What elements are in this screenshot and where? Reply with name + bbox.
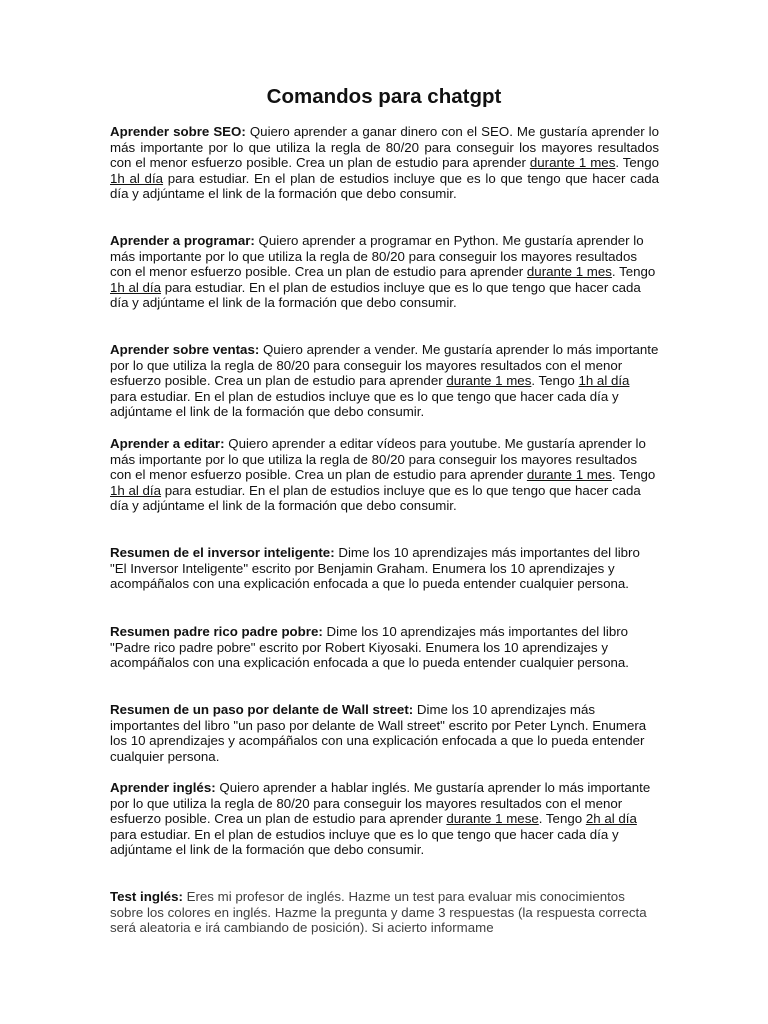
hours-text: 1h al día bbox=[110, 482, 162, 498]
prompt-inversor: Resumen de el inversor inteligente: Dime los 10 aprendizajes más importantes del libro "El Inversor Inteligente" escrito por Benjamin Graham. Enumera los 10 aprendizajes y acompáñalos con una explicación enfocada a que lo pueda entender cualquier persona. bbox=[110, 545, 640, 592]
prompt-heading: Aprender a programar: bbox=[110, 233, 255, 248]
prompt-programar: Aprender a programar: Quiero aprender a programar en Python. Me gustaría aprender lo más importante por lo que utiliza la regla de 80/20 para conseguir los mayores resultados con el menor esfuerzo posible. Crea un plan de estudio para aprender durante 1 mes. Tengo 1h al día para estudiar. En el plan de estudios incluye que es lo que tengo que hacer cada día y adjúntame el link de la formación que debo consumir. bbox=[110, 233, 656, 311]
hours-text: 1h al día bbox=[110, 279, 162, 295]
prompt-heading: Aprender sobre SEO: bbox=[110, 124, 246, 139]
prompt-seo: Aprender sobre SEO: Quiero aprender a ganar dinero con el SEO. Me gustaría aprender lo más importante por lo que utiliza la regla de 80/20 para conseguir los mayores resultados con el menor esfuerzo posible. Crea un plan de estudio para aprender durante 1 mes. Tengo 1h al día para estudiar. En el plan de estudios incluye que es lo que tengo que hacer cada día y adjúntame el link de la formación que debo consumir. bbox=[110, 124, 660, 202]
duration-text: durante 1 mes bbox=[526, 467, 612, 483]
duration-text: durante 1 mes bbox=[529, 155, 616, 171]
prompt-ingles: Aprender inglés: Quiero aprender a hablar inglés. Me gustaría aprender lo más importante por lo que utiliza la regla de 80/20 para conseguir los mayores resultados con el menor esfuerzo posible. Crea un plan de estudio para aprender durante 1 mese. Tengo 2h al día para estudiar. En el plan de estudios incluye que es lo que tengo que hacer cada día y adjúntame el link de la formación que debo consumir. bbox=[110, 780, 651, 858]
duration-text: durante 1 mes bbox=[526, 264, 612, 280]
prompt-test-ingles: Test inglés: Eres mi profesor de inglés. Hazme un test para evaluar mis conocimientos sobre los colores en inglés. Hazme la pregunta y dame 3 respuestas (la respuesta correcta será aleatoria e irá cambiando de posición). Si acierto informame bbox=[110, 889, 647, 936]
prompt-editar: Aprender a editar: Quiero aprender a editar vídeos para youtube. Me gustaría aprender lo más importante por lo que utiliza la regla de 80/20 para conseguir los mayores resultados con el menor esfuerzo posible. Crea un plan de estudio para aprender durante 1 mes. Tengo 1h al día para estudiar. En el plan de estudios incluye que es lo que tengo que hacer cada día y adjúntame el link de la formación que debo consumir. bbox=[110, 436, 656, 514]
hours-text: 1h al día bbox=[578, 373, 630, 389]
prompt-heading: Resumen padre rico padre pobre: bbox=[110, 624, 323, 639]
page-title: Comandos para chatgpt bbox=[266, 85, 502, 108]
prompt-ventas: Aprender sobre ventas: Quiero aprender a vender. Me gustaría aprender lo más importante por lo que utiliza la regla de 80/20 para conseguir los mayores resultados con el menor esfuerzo posible. Crea un plan de estudio para aprender durante 1 mes. Tengo 1h al día para estudiar. En el plan de estudios incluye que es lo que tengo que hacer cada día y adjúntame el link de la formación que debo consumir. bbox=[110, 342, 659, 420]
prompt-heading: Resumen de un paso por delante de Wall street: bbox=[110, 702, 414, 717]
prompt-padre-rico: Resumen padre rico padre pobre: Dime los 10 aprendizajes más importantes del libro "Padre rico padre pobre" escrito por Robert Kiyosaki. Enumera los 10 aprendizajes y acompáñalos con una explicación enfocada a que lo pueda entender cualquier persona. bbox=[110, 624, 629, 671]
hours-text: 2h al día bbox=[585, 811, 637, 827]
prompt-heading: Test inglés: bbox=[110, 889, 183, 904]
prompt-heading: Resumen de el inversor inteligente: bbox=[110, 545, 335, 560]
prompt-heading: Aprender a editar: bbox=[110, 436, 225, 451]
prompt-heading: Aprender inglés: bbox=[110, 780, 216, 795]
duration-text: durante 1 mes bbox=[446, 373, 532, 389]
prompt-heading: Aprender sobre ventas: bbox=[110, 342, 260, 357]
hours-text: 1h al día bbox=[110, 170, 164, 186]
prompt-wall-street: Resumen de un paso por delante de Wall street: Dime los 10 aprendizajes más importantes del libro "un paso por delante de Wall street" escrito por Peter Lynch. Enumera los 10 aprendizajes y acompáñalos con una explicación enfocada a que lo pueda entender cualquier persona. bbox=[110, 702, 647, 764]
duration-text: durante 1 mese bbox=[446, 811, 539, 827]
